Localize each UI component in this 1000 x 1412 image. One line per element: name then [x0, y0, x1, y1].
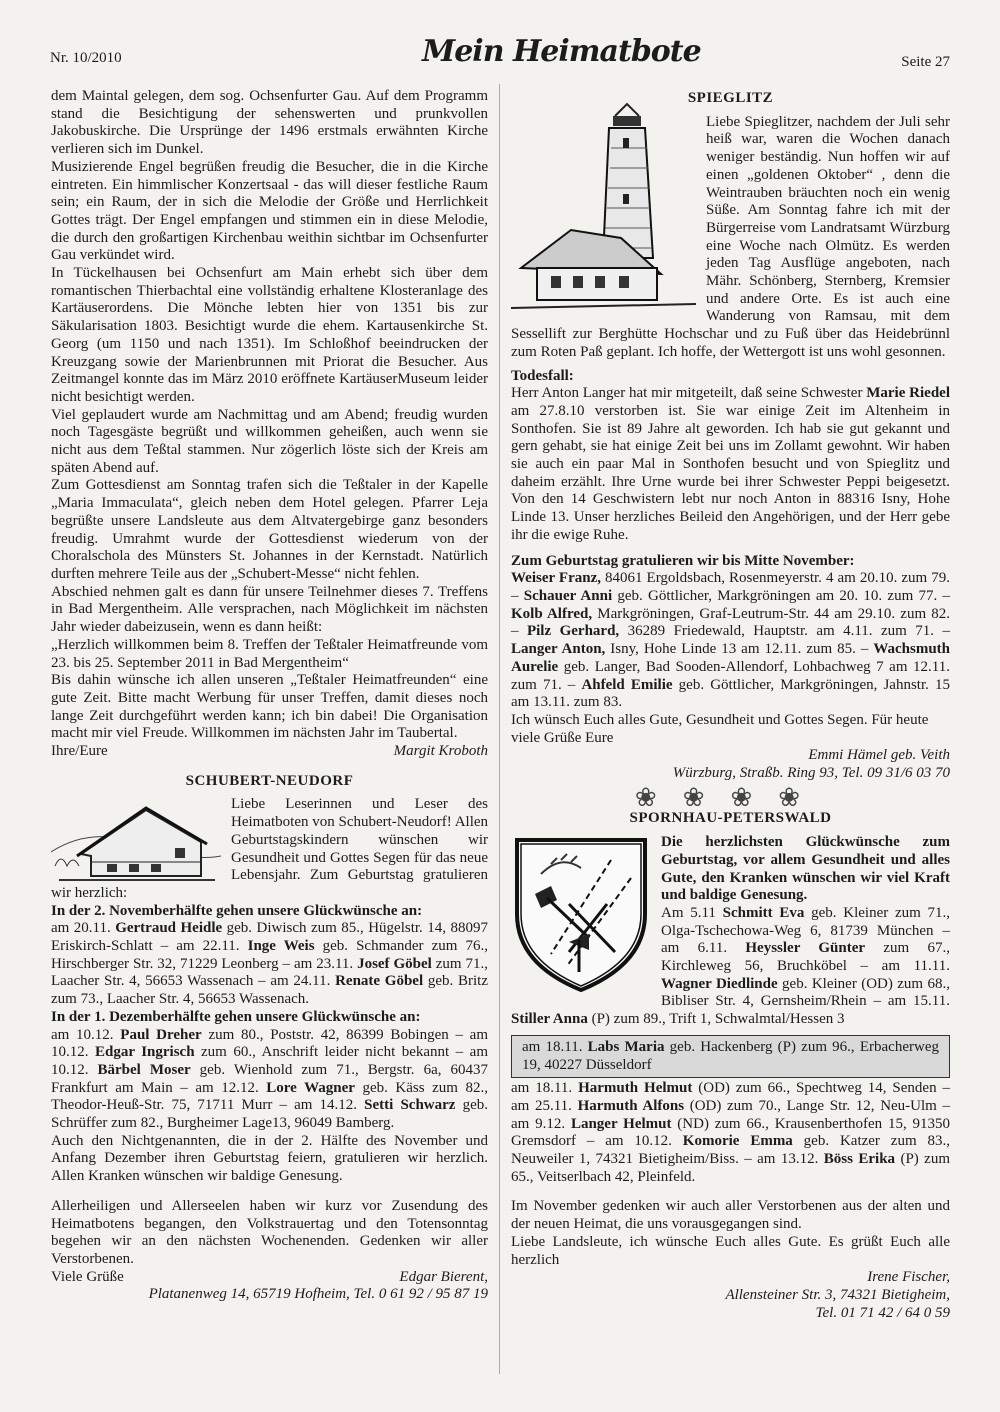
intro-text: Liebe Leserinnen und Leser des Heimatboten von Schubert-Neudorf! Allen Geburtstagskindern wünschen wir Gesundheit und Gottes Segen für das neue Lebensjahr. Zum Geburtstag gratulieren wir herzlich: — [51, 796, 489, 901]
person-name: Langer Anton, — [511, 641, 606, 658]
person-name: Kolb Alfred, — [511, 605, 593, 622]
entry-text: am 20.11. — [51, 920, 116, 937]
person-name: Langer Helmut — [570, 1115, 672, 1132]
person-name: Edgar Ingrisch — [94, 1044, 195, 1061]
column-divider — [499, 84, 500, 1374]
author-name: Emmi Hämel geb. Veith — [808, 747, 950, 764]
left-column — [51, 88, 488, 1304]
spieglitz-text: Liebe Spieglitzer, nachdem der Juli sehr heiß war, waren die Wochen danach weniger beständig. Nun hoffen wir auf einen „goldenen Oktober“ , denn die Weintrauben bräuchten noch ein wenig Süße. Am Sonntag fahre ich mit der Bürgerreise vom Landratsamt Würzburg eine Woche nach Olmütz. Es werden jeden Tag Ausflüge angeboten, nach Mähr. Schönberg, Sternberg, Kremsier und andere Orte. Es ist auch eine Wanderung von Ramsau, mit dem Sessellift zur Berghütte Hochschar und zu Fuß über das Heidebrünnl zum Roten Paß geplant. Ich hoffe, der Wettergott ist uns wohl gesonnen. — [511, 113, 950, 360]
flower-ornament: ❀❀❀❀ — [634, 782, 827, 812]
signature-line — [511, 712, 950, 747]
entry-text: zum 67., Kirchleweg 56, Bruchköbel – am 11.11. — [661, 940, 950, 975]
entry-text: geb. Diwisch zum 85., Hügelstr. 14, 88097 Eriskirch-Schlatt – am 22.11. — [51, 920, 488, 955]
entry-text: zum 80., Poststr. 42, 86399 Bobingen – am 10.12. — [51, 1026, 489, 1061]
person-name: Setti Schwarz — [364, 1097, 456, 1114]
person-name: Paul Dreher — [120, 1026, 202, 1043]
entry-text: geb. Schrüffer zum 82., Burgheimer Lage13, 96049 Bamberg. — [51, 1097, 488, 1132]
author-address: Würzburg, Straßb. Ring 93, Tel. 09 31/6 03 70 — [672, 765, 950, 782]
entry-text: geb. Göttlicher, Markgröningen am 20. 10. zum 77. – — [612, 587, 950, 604]
person-name: Josef Göbel — [357, 955, 432, 972]
farmhouse-illustration — [51, 796, 221, 882]
paragraph: Auch den Nichtgenannten, die in der 2. Hälfte des November und Anfang Dezember ihren Geburtstag feiern, gratulieren wir herzlich. Allen Kranken wünschen wir baldige Genesung. — [51, 1132, 488, 1185]
person-name: Wachsmuth Aurelie — [511, 641, 951, 675]
author-address: Platanenweg 14, 65719 Hofheim, Tel. 0 61 92 / 95 87 19 — [148, 1286, 488, 1303]
paragraph: Musizierende Engel begrüßen freudig die Besucher, die in die Kirche eintreten. Ein himmlischer Konzertsaal - das will dieser festliche Raum sein; ein Raum, der in sich die Melodie der Größe und Herrlichkeit Gottes trägt. Der Engel empfangen und stimmen ein in diese Melodie, die durch den großartigen Kirchenbau weithin sichtbar im Ochsenfurter Gau verkündet wird. — [51, 158, 488, 264]
author-address: Allensteiner Str. 3, 74321 Bietigheim, — [725, 1287, 950, 1303]
entry-text: geb. Kleiner zum 71., Olga-Tschechowa-Weg 6, 81739 München – am 6.11. — [661, 904, 951, 957]
subheading: Zum Geburtstag gratulieren wir bis Mitte November: — [511, 552, 855, 569]
person-name: Schauer Anni — [523, 587, 613, 604]
entry-text: geb. Hackenberg (P) zum 96., Erbacherweg 19, 40227 Düsseldorf — [522, 1038, 939, 1073]
entry-text: geb. Göttlicher, Markgröningen, Jahnstr. 15 am 13.11. zum 83. — [511, 676, 951, 711]
wish-text: Ich wünsch Euch alles Gute, Gesundheit und Gottes Segen. Für heute viele Grüße Eure — [511, 711, 929, 746]
right-column — [511, 88, 950, 1322]
author-phone: Tel. 01 71 42 / 64 0 59 — [815, 1304, 950, 1321]
section-heading: SCHUBERT-NEUDORF — [185, 772, 354, 789]
paragraph: Zum Gottesdienst am Sonntag trafen sich die Teßtaler in der Kapelle „Maria Immaculata“, gleich neben dem Hotel gelegen. Pfarrer Leja begrüßte unsere Landsleute aus dem Altvatergebirge ganz besonders freudig. Umrahmt wurde der Gottesdienst wiederum von der Choralschola des Münsters St. Johannes in der Kernstadt. Natürlich durften mehrere Teile aus der „Schubert-Messe“ nicht fehlen. — [51, 477, 488, 582]
author-name: Edgar Bierent, — [399, 1268, 488, 1285]
entry-text: geb. Schmander zum 76., Hirschberger Str. 32, 71229 Leonberg – am 23.11. — [51, 938, 488, 972]
page-number: Seite 27 — [901, 54, 950, 70]
death-notice — [511, 385, 950, 544]
entry-text: Am 5.11 — [661, 904, 723, 921]
entry-text: zum 71., Laacher Str. 4, 56653 Wassenach – am 24.11. — [51, 955, 488, 990]
entry-text: am 18.11. — [522, 1038, 588, 1055]
paragraph: In Tückelhausen bei Ochsenfurt am Main erhebt sich über dem romantischen Thierbachtal eine vollständig erhaltene Klosteranlage des Kartäuserordens. Die Mönche lebten hier von 1351 bis zur Säkularisation 1803. Besichtigt wurde die ehem. Kartausenkirche St. Georg (um 1150 und nach 1351). Im Schloßhof beeindrucken der Kreuzgang sowie der Marienbrunnen mit Priorat die Besucher. Aus Zeitmangel konnte das im März 2010 eröffnete KartäuserMuseum leider nicht besichtigt werden. — [51, 265, 488, 405]
paragraph: Bis dahin wünsche ich allen unseren „Teßtaler Heimatfreunden“ eine gute Zeit. Bitte macht Werbung für unser Treffen, damit dieses noch lange Zeit durchgeführt werden kann; ich bin dabei! Die Organisation macht mir viel Freude. Willkommen im nächsten Jahr im Taubertal. — [51, 672, 488, 742]
subheading: In der 2. Novemberhälfte gehen unsere Glückwünsche an: — [51, 902, 423, 919]
entry-text: am 27.8.10 verstorben ist. Sie war einige Zeit im Altenheim in Sonthofen. Sie ist 89 Jahre alt geworden. Ich hab sie gut gekannt und gern gehabt, sie hat einige Zeit bei uns im Zollamt gewohnt. Wir haben sie auch ein paar Mal in Sonthofen besucht und von Spieglitz und daheim erzählt. Ihre Urne wurde bei ihrer Schwester Peppi beigesetzt. Von den 14 Geschwistern lebt nur noch Anton in 88316 Isny, Hohe Linde 13. Unser herzliches Beileid den Angehörigen, und der Herr gebe ihr die ewige Ruhe. — [511, 402, 950, 543]
entry-text: Markgröningen, Graf-Leutrum-Str. 44 am 29.10. zum 82. – — [511, 605, 950, 640]
lead-text: Die herzlichsten Glückwünsche zum Geburtstag, vor allem Gesundheit und alles Gute, den Kranken wünschen wir viel Kraft und baldige Genesung. — [661, 834, 950, 904]
subheading: In der 1. Dezemberhälfte gehen unsere Glückwünsche an: — [51, 1008, 421, 1025]
person-name: Wagner Diedlinde — [661, 975, 778, 992]
person-name: Renate Göbel — [335, 973, 424, 990]
paragraph: Allerheiligen und Allerseelen haben wir kurz vor Zusendung des Heimatbotens begangen, den Volkstrauertag und den Totensonntag begehen wir an den nächsten Wochenenden. Gedenken wir aller Verstorbenen. — [51, 1197, 488, 1267]
entry-text: geb. Langer, Bad Sooden-Allendorf, Lohbachweg 7 am 12.11. zum 71. – — [511, 658, 950, 693]
paragraph: Liebe Landsleute, ich wünsche Euch alles Gute. Es grüßt Euch alle herzlich — [511, 1233, 950, 1268]
author-name: Margit Kroboth — [393, 743, 488, 760]
entry-text: (P) zum 65., Veitserlbach 42, Pleinfeld. — [511, 1151, 951, 1185]
entry-text: (ND) zum 66., Krausenberthofen 15, 91350 Gremsdorf – am 10.12. — [511, 1115, 951, 1150]
page-header — [50, 34, 950, 74]
entry-text: geb. Käss zum 82., Theodor-Heuß-Str. 75, 71711 Murr – am 14.12. — [51, 1079, 488, 1114]
coat-of-arms-shield — [511, 834, 651, 994]
signature-line — [51, 743, 488, 761]
entry-text: 84061 Ergoldsbach, Rosenmeyerstr. 4 am 20.10. zum 79. – — [511, 570, 950, 604]
person-name: Stiller Anna — [511, 1011, 588, 1028]
person-name: Gertraud Heidle — [115, 920, 223, 937]
entry-text: am 10.12. — [51, 1026, 121, 1043]
entry-text: geb. Wienhold zum 71., Bergstr. 6a, 60437 Frankfurt am Main – am 12.12. — [51, 1061, 488, 1096]
entry-text: geb. Katzer zum 83., Neuweiler 1, 74321 Bietigheim/Biss. – am 13.12. — [511, 1133, 950, 1168]
entry-text: geb. Britz zum 73., Laacher Str. 4, 56653 Wassenach. — [51, 973, 489, 1008]
entry-text: geb. Kleiner (OD) zum 68., Bibliser Str. 4, Gernsheim/Rhein – am 15.11. — [661, 975, 950, 1010]
closing: Ihre/Eure — [51, 743, 108, 760]
person-name: Ahfeld Emilie — [581, 676, 673, 693]
person-name: Harmuth Alfons — [577, 1097, 685, 1114]
entry-text: am 18.11. — [511, 1080, 579, 1097]
entry-text: zum 60., Anschrift leider nicht bekannt – am 10.12. — [51, 1044, 488, 1078]
birthday-list — [51, 1027, 488, 1133]
person-name: Weiser Franz, — [511, 570, 601, 587]
person-name: Labs Maria — [587, 1038, 665, 1055]
entry-text: Isny, Hohe Linde 13 am 12.11. zum 85. – — [605, 641, 874, 658]
person-name: Pilz Gerhard, — [526, 623, 620, 640]
entry-text: (OD) zum 70., Lange Str. 12, Neu-Ulm – am 9.12. — [511, 1097, 950, 1132]
person-name: Böss Erika — [823, 1151, 896, 1168]
issue-number: Nr. 10/2010 — [50, 50, 122, 66]
entry-text: (P) zum 89., Trift 1, Schwalmtal/Hessen 3 — [587, 1011, 845, 1028]
lookout-tower-illustration — [511, 98, 696, 314]
person-name: Schmitt Eva — [722, 904, 805, 921]
subheading: Todesfall: — [511, 367, 574, 384]
author-name: Irene Fischer, — [867, 1269, 950, 1286]
person-name: Inge Weis — [247, 938, 315, 955]
person-name: Heyssler Günter — [745, 940, 866, 957]
person-name: Harmuth Helmut — [578, 1080, 693, 1097]
birthday-list — [511, 570, 950, 712]
person-name: Komorie Emma — [682, 1133, 793, 1150]
person-name: Marie Riedel — [866, 385, 950, 402]
person-name: Bärbel Moser — [97, 1061, 191, 1078]
greeting: Viele Grüße — [51, 1268, 124, 1285]
birthday-list — [511, 1080, 950, 1186]
entry-text: (OD) zum 66., Spechtweg 14, Senden – am 25.11. — [511, 1080, 950, 1114]
signature-line — [51, 1269, 488, 1287]
entry-text: Herr Anton Langer hat mir mitgeteilt, daß seine Schwester — [511, 385, 867, 402]
person-name: Lore Wagner — [266, 1079, 355, 1096]
paragraph: Im November gedenken wir auch aller Verstorbenen aus der alten und der neuen Heimat, die uns vorausgegangen sind. — [511, 1198, 950, 1233]
paragraph: Viel geplaudert wurde am Nachmittag und am Abend; freudig wurden noch Tagesgäste begrüßt und willkommen geheißen, auch wenn sie nicht aus dem Teßtal stammen. Nur zögerlich löste sich der Kreis am späten Abend auf. — [51, 406, 488, 476]
highlighted-entry — [511, 1035, 950, 1078]
birthday-list — [51, 920, 488, 1009]
section-heading: SPORNHAU-PETERSWALD — [629, 810, 832, 827]
paragraph: „Herzlich willkommen beim 8. Treffen der Teßtaler Heimatfreunde vom 23. bis 25. September 2011 in Bad Mergentheim“ — [51, 636, 488, 671]
masthead-logo: Mein Heimatbote — [422, 34, 701, 69]
paragraph: Abschied nehmen galt es dann für unsere Teilnehmer dieses 7. Treffens in Bad Mergentheim. Alle versprachen, nach Möglichkeit im nächsten Jahr wieder dabeizusein, wenn es dann heißt: — [51, 583, 488, 636]
paragraph: dem Maintal gelegen, dem sog. Ochsenfurter Gau. Auf dem Programm stand die Besichtigung der sehenswerten und prunkvollen Jakobuskirche. Die Ursprünge der 1496 erstmals erwähnten Kirche verlieren sich im Dunkel. — [51, 88, 488, 158]
entry-text: 36289 Friedewald, Hauptstr. am 4.11. zum 71. – — [619, 623, 951, 640]
section-heading: SPIEGLITZ — [687, 90, 774, 106]
